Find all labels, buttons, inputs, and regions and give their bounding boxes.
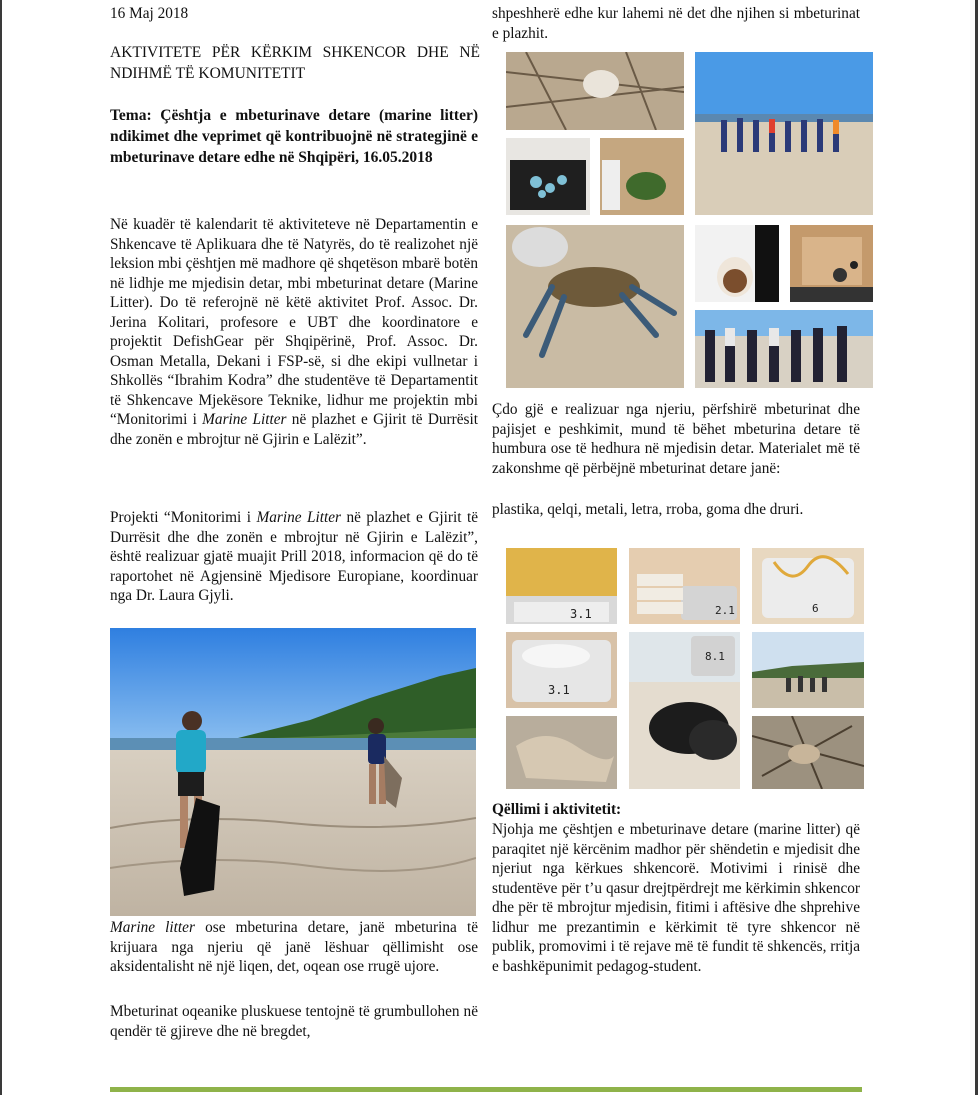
collage-photo-shell-on-sand xyxy=(506,52,684,130)
scale-readout-4: 3.1 xyxy=(548,683,570,697)
project-paragraph-start: Projekti “Monitorimi i xyxy=(110,509,257,526)
collage-photo-plastic-sample-tray xyxy=(506,138,590,215)
intro-paragraph-em: Marine Litter xyxy=(202,411,287,428)
collage-photo-shell-and-debris xyxy=(752,716,864,789)
collage-photo-students-with-bags xyxy=(695,310,873,388)
scale-readout-2: 2.1 xyxy=(715,604,735,617)
collage-photo-beach-survey xyxy=(752,632,864,708)
collage-photo-trash-bags xyxy=(629,632,740,789)
collage-photo-cloth-on-sand xyxy=(506,716,617,789)
aim-paragraph: Njohja me çështjen e mbeturinave detare (marine litter) që paraqitet një kërcënim madhor për shëndetin e mjedisit dhe njeriut nga kërkues shkencorë. Motivimi i rinisë dhe studentëve për t’u qasur drejtpërdrejt me kërkimin shkencor dhe për të mbrojtur mjedisin, fitimi i aftësive dhe shprehive lidhur me prezantimin e kërkimit të tyre shkencor në publik, promovimi i të rejave më të fundit të shkencës, rritja e bashkëpunimit pedagog-student. xyxy=(492,821,860,975)
beach-litter-continuation: shpeshherë edhe kur lahemi në det dhe njihen si mbeturinat e plazhit. xyxy=(492,5,860,42)
materials-paragraph: Çdo gjë e realizuar nga njeriu, përfshirë mbeturinat dhe pajisjet e peshkimit, mund të bëhet mbeturina detare të humbura ose të hedhura në mjedisin detar. Materialet më të zakonshme që përbëjnë mbeturinat detare janë: xyxy=(492,401,860,477)
intro-paragraph-end: në plazhet e Gjirit të Durrësit dhe zonën e mbrojtur në Gjirin e Lalëzit”. xyxy=(110,411,478,448)
beach-cleanup-photo xyxy=(110,628,476,916)
marine-litter-definition-text: ose mbeturina detare, janë mbeturina të krijuara nga njeriu që janë lëshuar qëllimisht ose aksidentalisht në një liqen, det, oqean ose rrugë ujore. xyxy=(110,919,478,975)
section-heading: AKTIVITETE PËR KËRKIM SHKENCOR DHE NË NDIHMË TË KOMUNITETIT xyxy=(110,44,480,82)
page-edge-left xyxy=(0,0,2,1095)
collage-photo-volunteer-group-beach xyxy=(695,52,873,215)
intro-paragraph xyxy=(110,215,478,449)
collage-photo-foam-block-on-scale xyxy=(629,548,740,624)
topic-title: Tema: Çështja e mbeturinave detare (marine litter) ndikimet dhe veprimet që kontribuojnë në strategjinë e mbeturinave detare edhe në Shqipëri, 16.05.2018 xyxy=(110,107,478,166)
footer-divider xyxy=(110,1087,862,1092)
collage-photo-sponge-on-scale xyxy=(506,548,617,624)
scale-readout-3: 6 xyxy=(812,602,819,615)
floating-litter-paragraph: Mbeturinat oqeanike pluskuese tentojnë të grumbullohen në qendër të gjireve dhe në bregdet, xyxy=(110,1003,478,1040)
project-paragraph-end: në plazhet e Gjirit të Durrësit dhe dhe zonën e mbrojtur në Gjirin e Lalëzit”, është realizuar gjatë muajit Prill 2018, informacion që do të raportohet në Agjensinë Mjedisore Europiane, koordinuar nga Dr. Laura Gjyli. xyxy=(110,509,478,604)
materials-list: plastika, qelqi, metali, letra, rroba, goma dhe druri. xyxy=(492,501,804,518)
marine-litter-term: Marine litter xyxy=(110,919,195,936)
collage-photo-crab-in-hand xyxy=(506,225,684,388)
collage-photo-rope-on-scale xyxy=(752,548,864,624)
scale-readout-1: 3.1 xyxy=(570,607,592,621)
project-paragraph-em: Marine Litter xyxy=(256,509,341,526)
project-paragraph xyxy=(110,508,478,606)
collage-photo-plastic-on-scale xyxy=(506,632,617,708)
scale-readout-5: 8.1 xyxy=(705,650,725,663)
collage-photo-sample-cup xyxy=(695,225,779,302)
intro-paragraph-text: Në kuadër të kalendarit të aktiviteteve në Departamentin e Shkencave të Aplikuara dhe të Natyrës, do të realizohet një leksion mbi çështjen më madhore që shqetëson mbarë botën në lidhje me mjedisin detar, mbi mbeturinat detare (Marine Litter). Do të referojnë në këtë aktivitet Prof. Assoc. Dr. Jerina Kolitari, profesore e UBT dhe koordinatore e projektit DefishGear për Shqipërinë, Prof. Assoc. Dr. Osman Metalla, Dekani i FSP-së, si dhe ekipi vullnetar i Shkollës “Ibrahim Kodra” dhe studentëve të Departamentit të Shkencave Mjekësore Teknike, lidhur me projektin mbi “Monitorimi i xyxy=(110,216,478,428)
document-date: 16 Maj 2018 xyxy=(110,5,189,22)
marine-litter-definition xyxy=(110,918,478,977)
collage-photo-seaweed-on-scale xyxy=(600,138,684,215)
aim-heading: Qëllimi i aktivitetit: xyxy=(492,801,622,818)
collage-photo-items-on-scale xyxy=(790,225,873,302)
